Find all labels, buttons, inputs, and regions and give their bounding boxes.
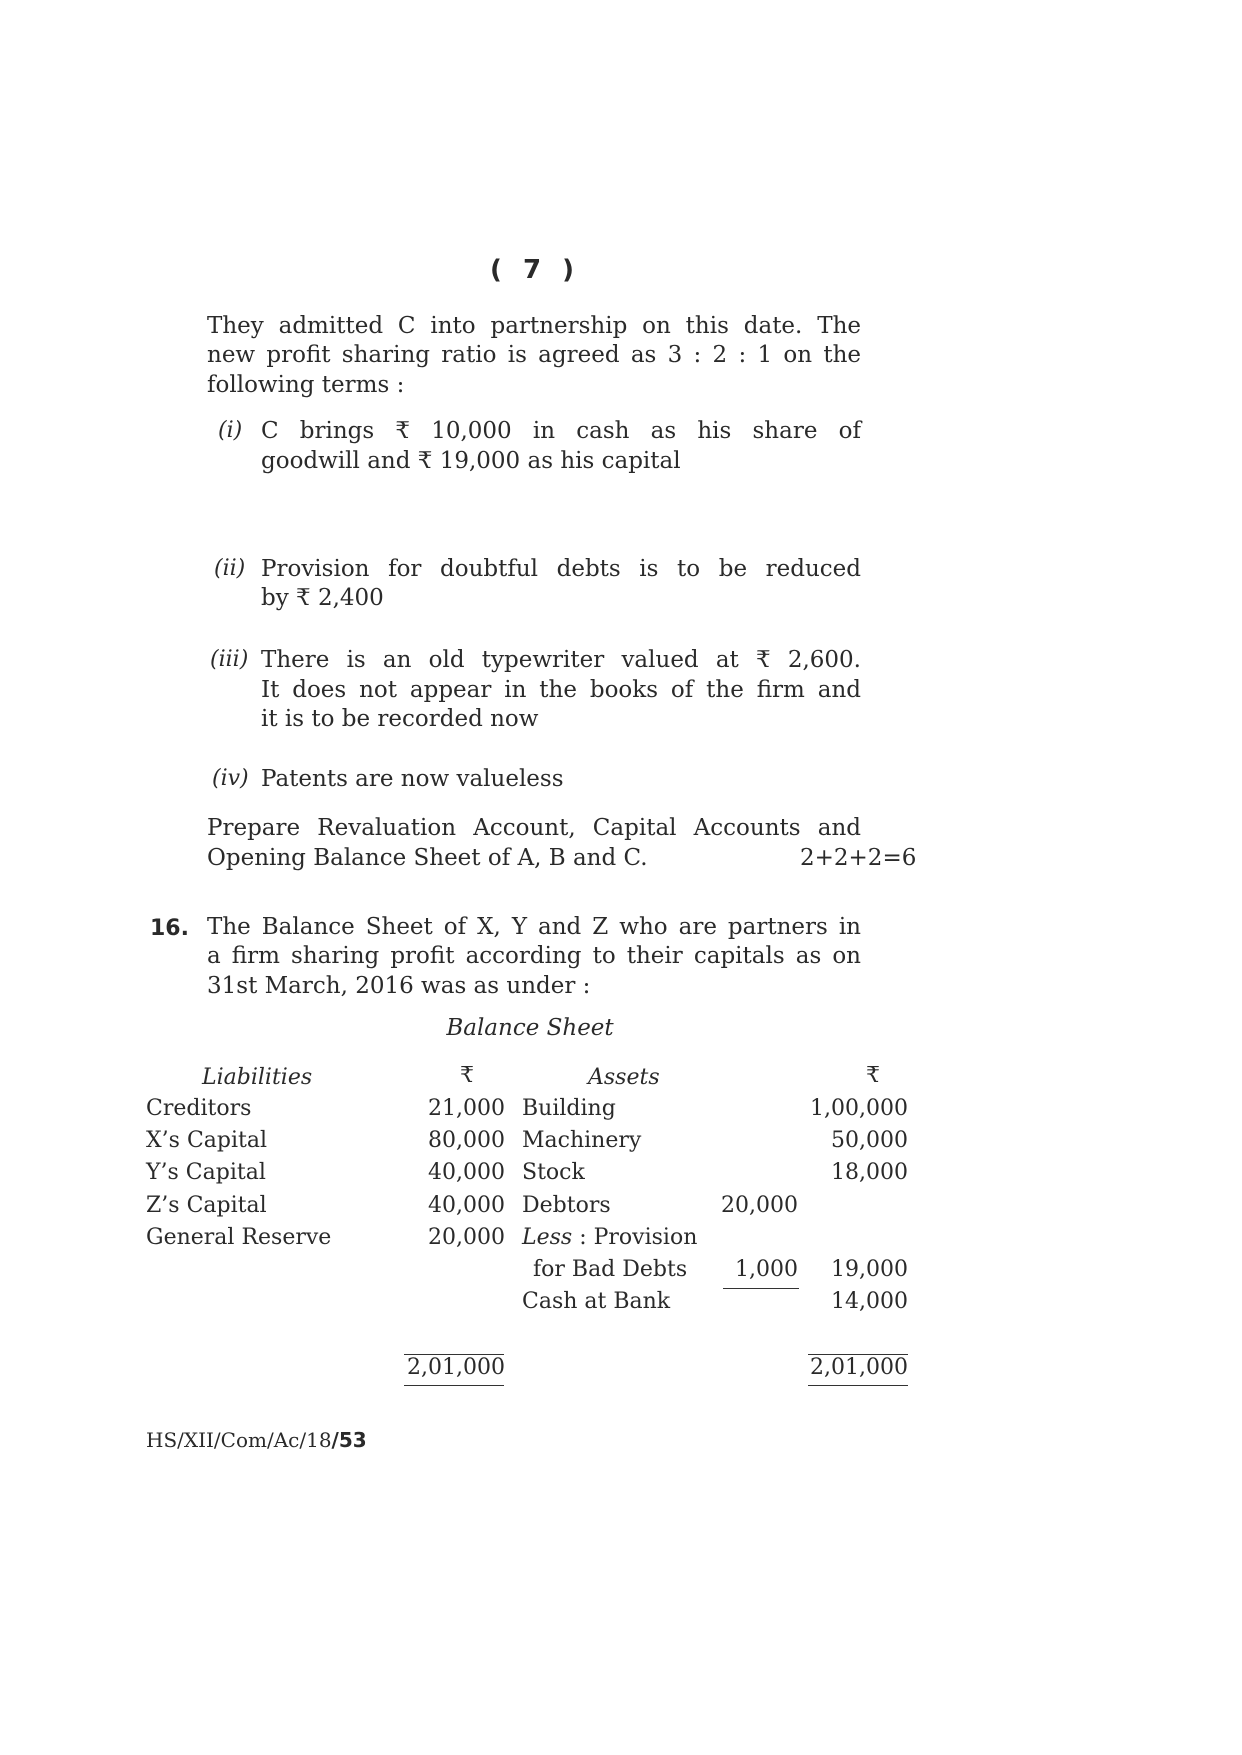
liability-amount: 20,000 (428, 1225, 505, 1250)
liability-name: Y’s Capital (146, 1160, 266, 1185)
asset-name: Debtors (522, 1193, 611, 1218)
asset-name: Less : Provision (522, 1225, 698, 1250)
term-ii-line-1: Provision for doubtful debts is to be reduced (261, 556, 861, 582)
liabilities-header: Liabilities (202, 1065, 313, 1090)
liability-name: X’s Capital (146, 1128, 267, 1153)
asset-amount: 1,00,000 (810, 1096, 908, 1121)
intro-line-2: new profit sharing ratio is agreed as 3 : 2 : 1 on the (207, 342, 861, 368)
q16-line-1: The Balance Sheet of X, Y and Z who are partners in (207, 914, 861, 940)
asset-amount: 50,000 (831, 1128, 908, 1153)
term-iv-line-1: Patents are now valueless (261, 766, 564, 792)
asset-amount: 19,000 (831, 1257, 908, 1282)
page-number: ( 7 ) (490, 255, 580, 285)
instruction-line-2: Opening Balance Sheet of A, B and C. (207, 845, 648, 871)
asset-name: Stock (522, 1160, 585, 1185)
liability-amount: 80,000 (428, 1128, 505, 1153)
asset-name: Machinery (522, 1128, 642, 1153)
balance-sheet-title: Balance Sheet (446, 1015, 614, 1041)
total-liabilities: 2,01,000 (407, 1355, 505, 1380)
liability-name: General Reserve (146, 1225, 332, 1250)
liability-amount: 21,000 (428, 1096, 505, 1121)
asset-name: Building (522, 1096, 616, 1121)
liability-name: Z’s Capital (146, 1193, 267, 1218)
footer-code (146, 1428, 367, 1452)
term-label: (i) (218, 418, 243, 443)
liability-name: Creditors (146, 1096, 252, 1121)
intro-line-1: They admitted C into partnership on this date. The (207, 313, 861, 339)
liability-amount: 40,000 (428, 1193, 505, 1218)
asset-name: Cash at Bank (522, 1289, 671, 1314)
term-label: (iii) (210, 647, 249, 672)
footer-code-text: HS/XII/Com/Ac/18 (146, 1428, 332, 1452)
asset-subamount: 20,000 (721, 1193, 798, 1218)
intro-line-3: following terms : (207, 372, 405, 398)
total-rule (808, 1385, 908, 1386)
term-i-line-1: C brings ₹ 10,000 in cash as his share of (261, 418, 861, 444)
asset-amount: 18,000 (831, 1160, 908, 1185)
total-rule (404, 1385, 504, 1386)
rupee-header: ₹ (866, 1063, 880, 1088)
asset-name: for Bad Debts (533, 1257, 688, 1282)
footer-series: /53 (331, 1428, 367, 1452)
term-ii-line-2: by ₹ 2,400 (261, 585, 384, 611)
term-label: (iv) (212, 766, 249, 791)
question-number: 16. (150, 916, 189, 941)
term-i-line-2: goodwill and ₹ 19,000 as his capital (261, 448, 681, 474)
q16-line-2: a firm sharing profit according to their capitals as on (207, 943, 861, 969)
marks: 2+2+2=6 (800, 845, 917, 871)
liability-amount: 40,000 (428, 1160, 505, 1185)
term-iii-line-3: it is to be recorded now (261, 706, 539, 732)
term-iii-line-1: There is an old typewriter valued at ₹ 2,600. (261, 647, 861, 673)
term-iii-line-2: It does not appear in the books of the firm and (261, 677, 861, 703)
subtotal-rule (723, 1288, 799, 1289)
term-label: (ii) (214, 556, 246, 581)
rupee-header: ₹ (460, 1063, 474, 1088)
q16-line-3: 31st March, 2016 was as under : (207, 973, 591, 999)
asset-subamount: 1,000 (735, 1257, 798, 1282)
assets-header: Assets (588, 1065, 660, 1090)
total-assets: 2,01,000 (810, 1355, 908, 1380)
instruction-line-1: Prepare Revaluation Account, Capital Accounts and (207, 815, 861, 841)
asset-amount: 14,000 (831, 1289, 908, 1314)
